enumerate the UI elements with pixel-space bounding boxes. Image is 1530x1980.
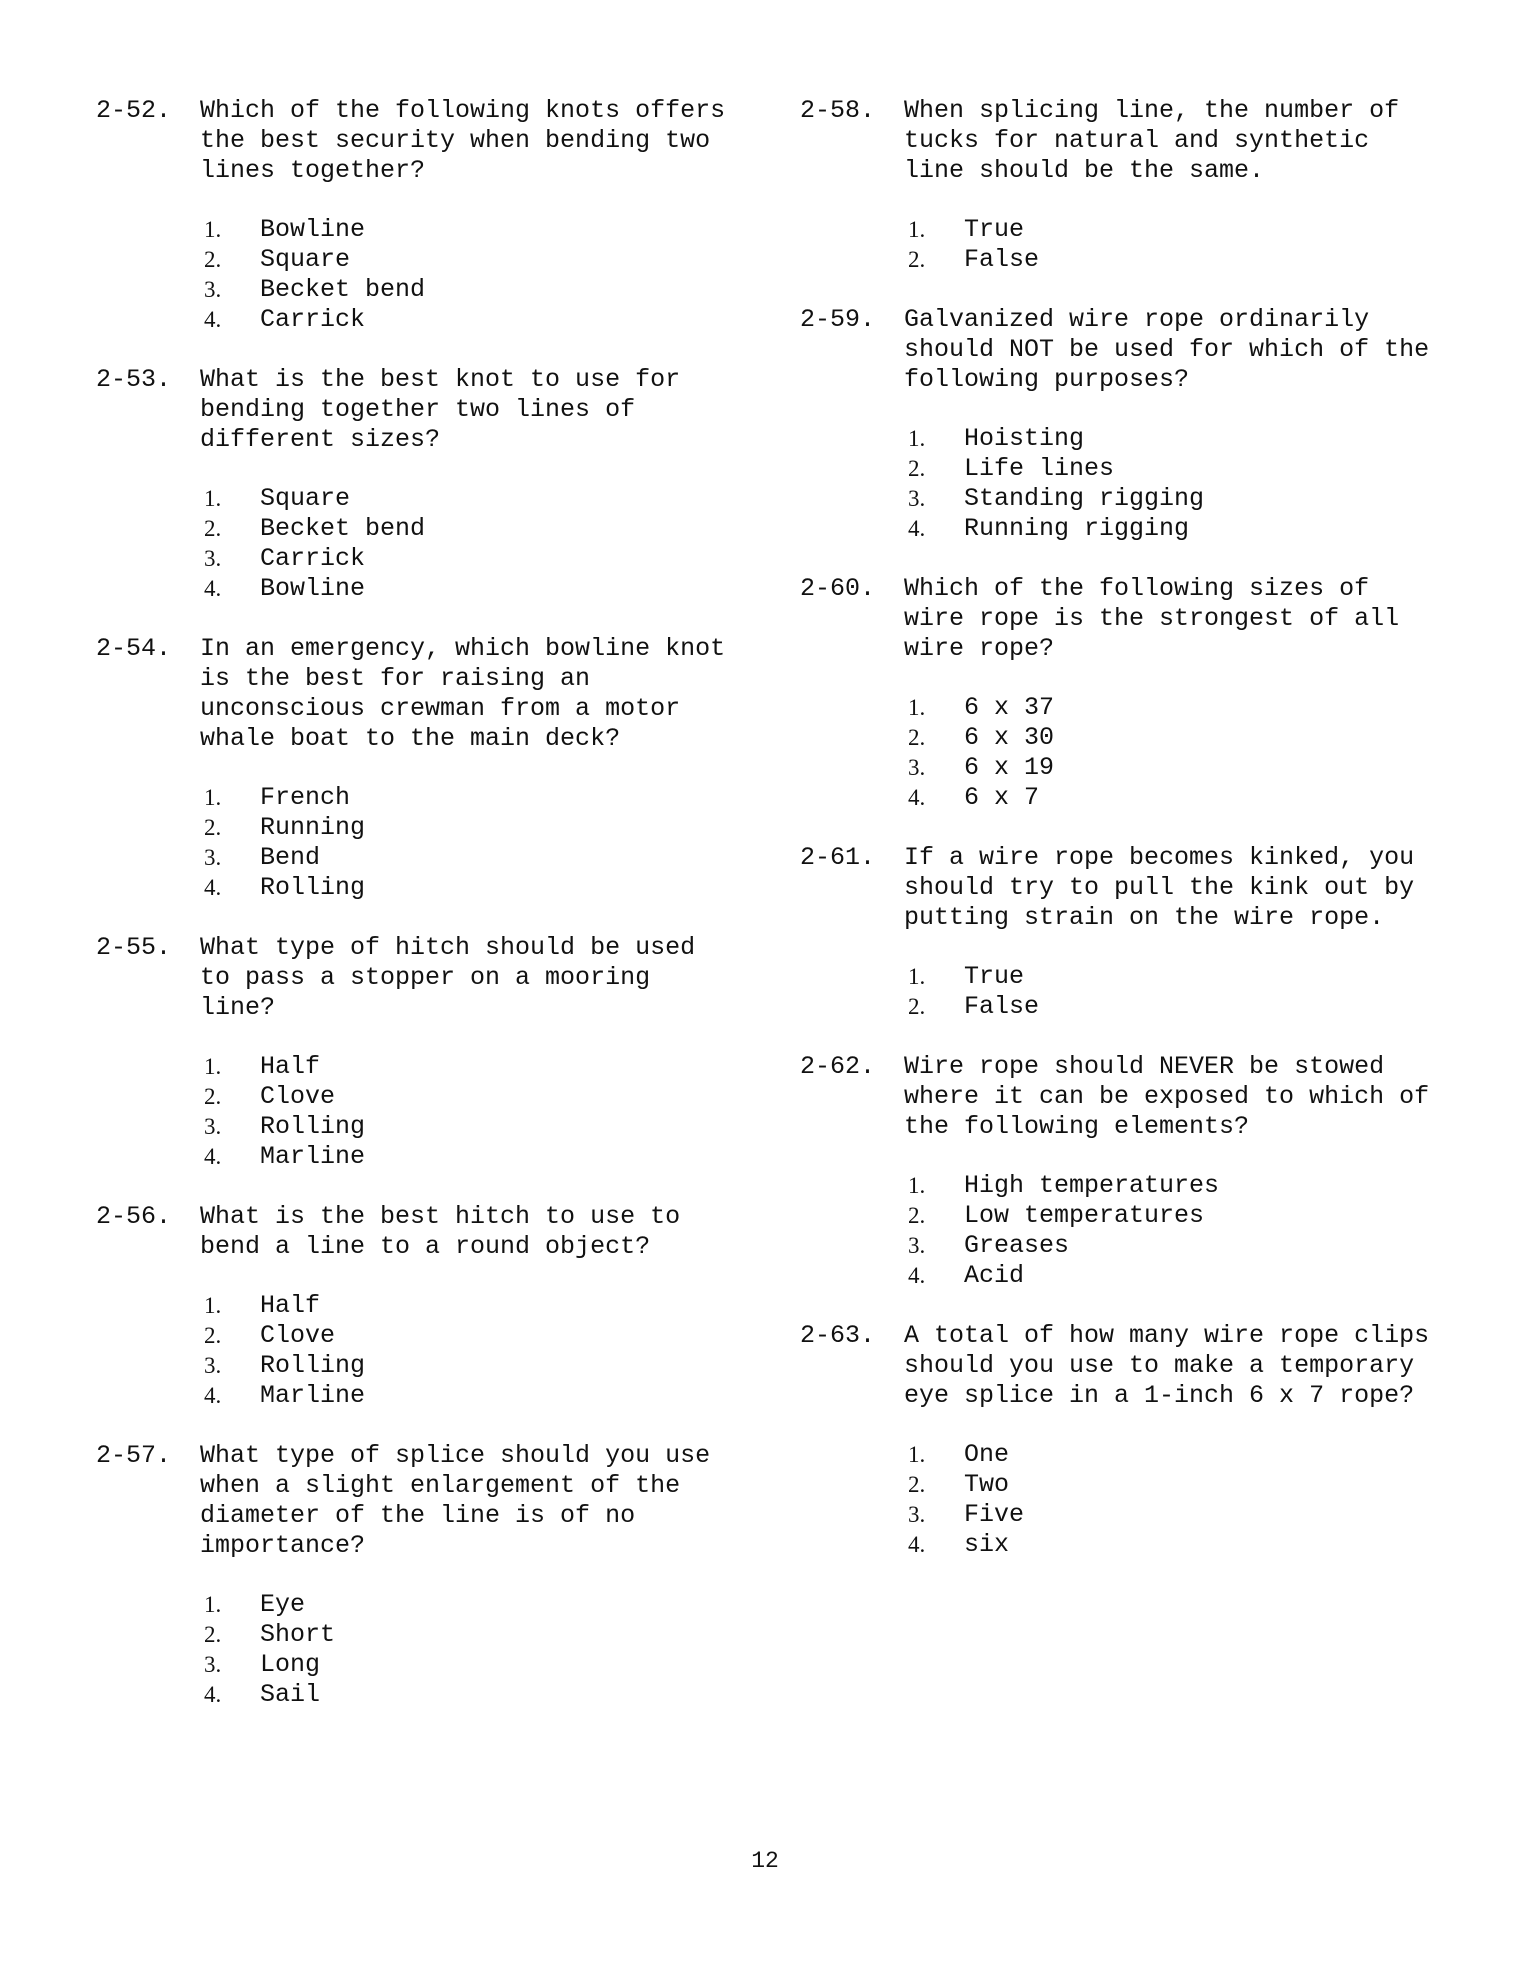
option-text: Acid	[964, 1261, 1025, 1290]
answer-option	[908, 1171, 1440, 1201]
answer-option	[908, 1201, 1440, 1231]
option-number: 1.	[204, 486, 222, 511]
option-text: Clove	[260, 1321, 336, 1350]
option-number: 4.	[204, 1682, 222, 1707]
option-text: True	[964, 962, 1025, 991]
answer-option	[908, 783, 1440, 813]
question-number: 2-63.	[800, 1321, 876, 1350]
option-text: six	[964, 1530, 1010, 1559]
answer-option	[204, 1650, 736, 1680]
option-number: 2.	[204, 1622, 222, 1647]
question-number: 2-57.	[96, 1441, 172, 1470]
answer-option	[204, 1052, 736, 1082]
option-number: 1.	[204, 1054, 222, 1079]
question-2-61	[800, 843, 1440, 1022]
option-text: One	[964, 1440, 1010, 1469]
option-text: Five	[964, 1500, 1025, 1529]
answer-option	[908, 424, 1440, 454]
answer-option	[908, 245, 1440, 275]
left-column	[96, 96, 736, 1740]
option-text: Carrick	[260, 305, 366, 334]
option-number: 4.	[908, 785, 926, 810]
option-number: 1.	[908, 426, 926, 451]
option-number: 1.	[908, 1173, 926, 1198]
option-text: Square	[260, 484, 351, 513]
option-number: 4.	[204, 307, 222, 332]
option-text: 6 x 19	[964, 753, 1055, 782]
question-2-60	[800, 574, 1440, 813]
question-text: What is the best hitch to use to bend a line to a round object?	[200, 1202, 681, 1261]
option-text: Life lines	[964, 454, 1115, 483]
option-text: True	[964, 215, 1025, 244]
question-2-57	[96, 1441, 736, 1710]
option-number: 2.	[204, 1323, 222, 1348]
option-number: 4.	[204, 1144, 222, 1169]
answer-options	[204, 1590, 736, 1710]
option-number: 3.	[908, 486, 926, 511]
option-number: 3.	[204, 1652, 222, 1677]
option-number: 3.	[204, 277, 222, 302]
option-text: 6 x 7	[964, 783, 1040, 812]
option-number: 3.	[908, 1502, 926, 1527]
question-text: What type of hitch should be used to pass a stopper on a mooring line?	[200, 933, 696, 1022]
option-number: 4.	[908, 1532, 926, 1557]
option-number: 3.	[204, 546, 222, 571]
answer-option	[204, 1291, 736, 1321]
option-text: Half	[260, 1291, 321, 1320]
option-number: 2.	[908, 725, 926, 750]
answer-option	[204, 1082, 736, 1112]
answer-option	[204, 305, 736, 335]
question-2-62	[800, 1052, 1440, 1291]
option-number: 2.	[204, 1084, 222, 1109]
answer-option	[204, 1620, 736, 1650]
option-number: 2.	[908, 1203, 926, 1228]
option-text: Two	[964, 1470, 1010, 1499]
question-number: 2-52.	[96, 96, 172, 125]
option-text: High temperatures	[964, 1171, 1220, 1200]
question-text: When splicing line, the number of tucks for natural and synthetic line should be the same.	[904, 96, 1400, 185]
answer-option	[908, 1470, 1440, 1500]
question-text: What type of splice should you use when a slight enlargement of the diameter of the line is of no importance?	[200, 1441, 711, 1560]
answer-option	[204, 1321, 736, 1351]
option-number: 2.	[908, 247, 926, 272]
answer-option	[908, 962, 1440, 992]
question-text: In an emergency, which bowline knot is the best for raising an unconscious crewman from a motor whale boat to the main deck?	[200, 634, 726, 753]
option-number: 4.	[204, 576, 222, 601]
option-text: Becket bend	[260, 275, 426, 304]
option-text: False	[964, 245, 1040, 274]
option-text: Bend	[260, 843, 321, 872]
answer-option	[908, 1500, 1440, 1530]
option-text: Running rigging	[964, 514, 1190, 543]
option-number: 1.	[204, 217, 222, 242]
question-number: 2-56.	[96, 1202, 172, 1231]
question-text: A total of how many wire rope clips should you use to make a temporary eye splice in a 1-inch 6 x 7 rope?	[904, 1321, 1430, 1410]
question-number: 2-55.	[96, 933, 172, 962]
answer-option	[908, 454, 1440, 484]
answer-option	[204, 514, 736, 544]
option-text: Sail	[260, 1680, 321, 1709]
question-2-63	[800, 1321, 1440, 1560]
answer-options	[908, 215, 1440, 275]
answer-option	[908, 693, 1440, 723]
answer-option	[908, 215, 1440, 245]
answer-option	[908, 1261, 1440, 1291]
question-text: If a wire rope becomes kinked, you should try to pull the kink out by putting strain on the wire rope.	[904, 843, 1415, 932]
answer-option	[204, 1680, 736, 1710]
question-2-59	[800, 305, 1440, 544]
answer-options	[908, 1440, 1440, 1560]
answer-option	[908, 753, 1440, 783]
answer-option	[204, 215, 736, 245]
option-text: Bowline	[260, 574, 366, 603]
answer-options	[908, 1171, 1440, 1291]
question-2-55	[96, 933, 736, 1172]
answer-options	[908, 693, 1440, 813]
answer-option	[204, 843, 736, 873]
question-text: Which of the following sizes of wire rope is the strongest of all wire rope?	[904, 574, 1400, 663]
option-number: 3.	[204, 845, 222, 870]
question-2-52	[96, 96, 736, 335]
page-number: 12	[751, 1848, 779, 1874]
answer-option	[204, 1351, 736, 1381]
option-text: Rolling	[260, 1112, 366, 1141]
answer-option	[908, 1440, 1440, 1470]
option-text: Marline	[260, 1381, 366, 1410]
option-number: 3.	[908, 1233, 926, 1258]
answer-option	[204, 813, 736, 843]
option-text: Carrick	[260, 544, 366, 573]
option-number: 4.	[204, 1383, 222, 1408]
question-2-54	[96, 634, 736, 903]
right-column	[800, 96, 1440, 1590]
option-number: 3.	[908, 755, 926, 780]
option-text: Rolling	[260, 1351, 366, 1380]
answer-option	[908, 723, 1440, 753]
question-text: What is the best knot to use for bending together two lines of different sizes?	[200, 365, 681, 454]
option-number: 2.	[204, 516, 222, 541]
option-number: 1.	[908, 695, 926, 720]
question-number: 2-59.	[800, 305, 876, 334]
option-text: Eye	[260, 1590, 306, 1619]
option-number: 4.	[204, 875, 222, 900]
answer-option	[908, 484, 1440, 514]
answer-option	[204, 1381, 736, 1411]
answer-options	[908, 424, 1440, 544]
answer-option	[204, 1142, 736, 1172]
option-number: 4.	[908, 1263, 926, 1288]
answer-option	[204, 275, 736, 305]
question-number: 2-58.	[800, 96, 876, 125]
question-2-56	[96, 1202, 736, 1411]
option-text: Marline	[260, 1142, 366, 1171]
answer-options	[908, 962, 1440, 1022]
answer-option	[908, 1530, 1440, 1560]
answer-options	[204, 484, 736, 604]
question-number: 2-53.	[96, 365, 172, 394]
option-number: 2.	[204, 247, 222, 272]
question-number: 2-54.	[96, 634, 172, 663]
question-text: Which of the following knots offers the best security when bending two lines together?	[200, 96, 726, 185]
option-text: Bowline	[260, 215, 366, 244]
option-number: 1.	[204, 1293, 222, 1318]
answer-option	[204, 1112, 736, 1142]
option-text: False	[964, 992, 1040, 1021]
option-text: Short	[260, 1620, 336, 1649]
answer-option	[204, 544, 736, 574]
answer-options	[204, 215, 736, 335]
question-text: Wire rope should NEVER be stowed where it can be exposed to which of the following elements?	[904, 1052, 1430, 1141]
option-number: 2.	[908, 456, 926, 481]
answer-options	[204, 1052, 736, 1172]
answer-option	[204, 1590, 736, 1620]
option-number: 1.	[908, 964, 926, 989]
option-text: Half	[260, 1052, 321, 1081]
option-number: 2.	[204, 815, 222, 840]
question-2-58	[800, 96, 1440, 275]
question-text: Galvanized wire rope ordinarily should NOT be used for which of the following purposes?	[904, 305, 1430, 394]
option-text: 6 x 37	[964, 693, 1055, 722]
question-number: 2-60.	[800, 574, 876, 603]
option-number: 1.	[908, 217, 926, 242]
option-text: Low temperatures	[964, 1201, 1205, 1230]
option-number: 1.	[204, 1592, 222, 1617]
answer-option	[204, 873, 736, 903]
option-text: Hoisting	[964, 424, 1085, 453]
question-number: 2-61.	[800, 843, 876, 872]
option-text: 6 x 30	[964, 723, 1055, 752]
option-text: Standing rigging	[964, 484, 1205, 513]
option-text: Greases	[964, 1231, 1070, 1260]
option-number: 2.	[908, 1472, 926, 1497]
question-2-53	[96, 365, 736, 604]
answer-option	[908, 992, 1440, 1022]
question-number: 2-62.	[800, 1052, 876, 1081]
option-text: Rolling	[260, 873, 366, 902]
option-text: Long	[260, 1650, 321, 1679]
option-text: French	[260, 783, 351, 812]
option-number: 4.	[908, 516, 926, 541]
option-text: Clove	[260, 1082, 336, 1111]
answer-option	[908, 1231, 1440, 1261]
answer-options	[204, 783, 736, 903]
answer-options	[204, 1291, 736, 1411]
answer-option	[908, 514, 1440, 544]
option-text: Becket bend	[260, 514, 426, 543]
answer-option	[204, 574, 736, 604]
answer-option	[204, 484, 736, 514]
option-number: 2.	[908, 994, 926, 1019]
option-number: 1.	[204, 785, 222, 810]
answer-option	[204, 245, 736, 275]
option-number: 3.	[204, 1353, 222, 1378]
option-number: 1.	[908, 1442, 926, 1467]
option-text: Square	[260, 245, 351, 274]
option-text: Running	[260, 813, 366, 842]
answer-option	[204, 783, 736, 813]
option-number: 3.	[204, 1114, 222, 1139]
